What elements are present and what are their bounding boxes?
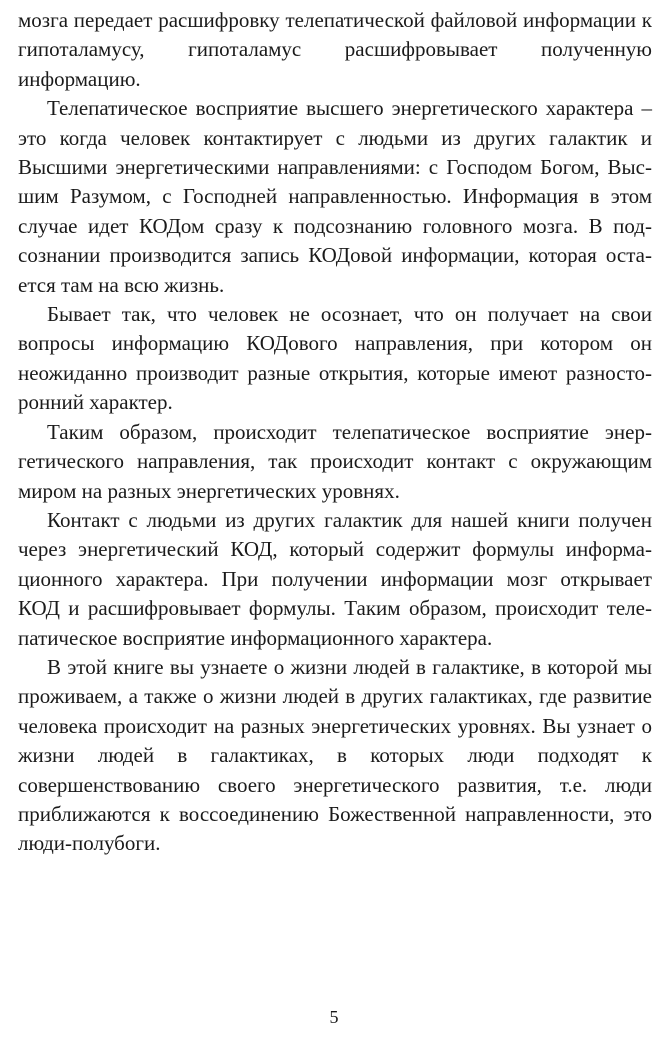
paragraph-continuation: мозга передает расшифровку телепатической файловой информации к гипоталамусу, гипоталамус расшифровывает полученную информацию. xyxy=(18,8,652,91)
page-number: 5 xyxy=(329,1007,339,1027)
paragraph-book-overview: В этой книге вы узнаете о жизни людей в галактике, в которой мы проживаем, а также о жизни людей в других галактиках, где развитие человека происходит на разных энергетических уровнях. Вы узнает о жизни людей в галактиках, в которых люди подходят к совершенствованию своего энергетического развития, т.е. люди приближаются к воссоединению Божественной направленности, это люди-полубоги. xyxy=(18,654,652,856)
paragraph-unconscious-code: Бывает так, что человек не осознает, что он получает на свои вопросы информацию КОДового направления, при котором он неожиданно производит разные открытия, которые имеют разносторонний характер. xyxy=(18,302,652,415)
paragraph-telepathic-perception: Телепатическое восприятие высшего энергетического характера – это когда человек контактирует с людьми из других галактик и Высшими энергетическими направлениями: с Господом Богом, Высшим Разумом, с Господней направленностью. Информация в этом случае идет КОДом сразу к подсознанию головного мозга. В подсознании производится запись КОДовой информации, которая остается там на всю жизнь. xyxy=(18,96,652,297)
paragraph-energy-direction: Таким образом, происходит телепатическое восприятие энергетического направления, так происходит контакт с окружающим миром на разных энергетических уровнях. xyxy=(18,419,652,503)
page-body xyxy=(18,6,652,859)
paragraph-contact-galaxies: Контакт с людьми из других галактик для нашей книги получен через энергетический КОД, который содержит формулы информационного характера. При получении информации мозг открывает КОД и расшифровывает формулы. Таким образом, происходит телепатическое восприятие информационного характера. xyxy=(18,507,652,650)
